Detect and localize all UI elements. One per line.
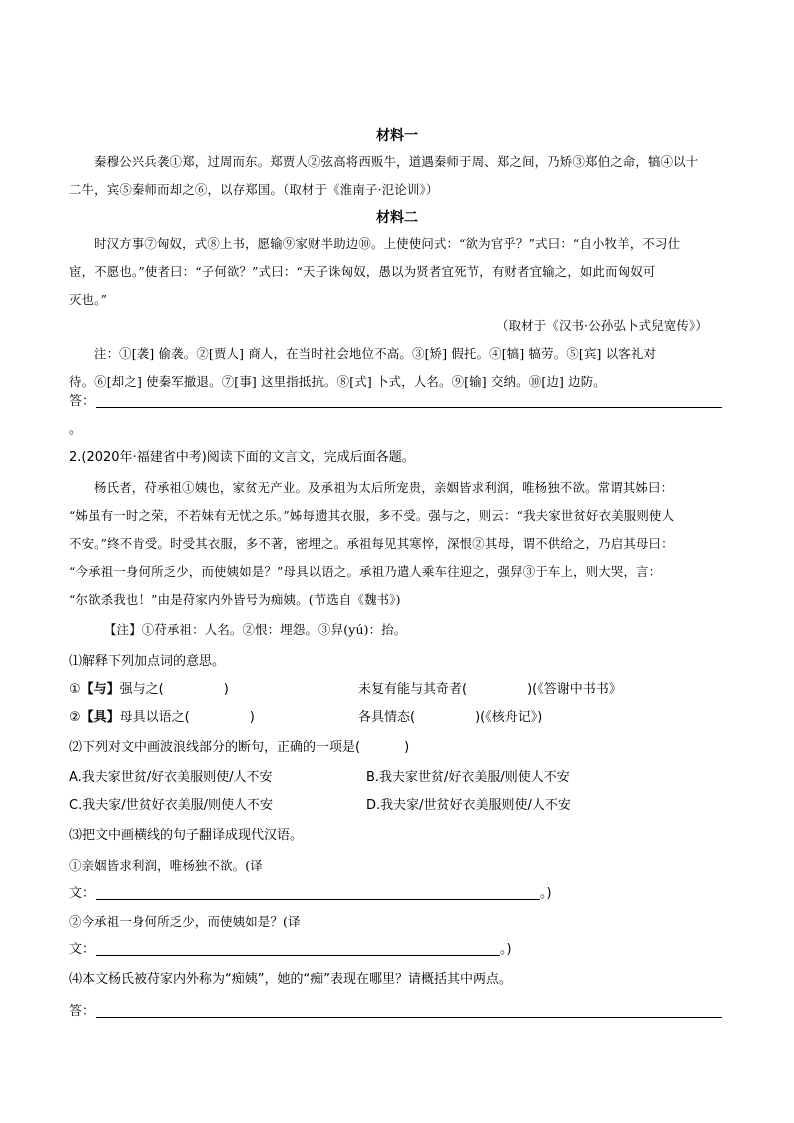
sub2-title — [69, 738, 409, 758]
sub3-sentence2: ②今承祖一身何所乏少，而使姨如是？(译 — [69, 914, 301, 929]
sub3-sentence1: ①亲姻皆求利润，唯杨独不欲。(译 — [69, 858, 263, 873]
material2-line2: 宦，不愿也。”使者曰：“子何欲？”式曰：“天子诛匈奴，愚以为贤者宜死节，有财者宜输之，如此而匈奴可 — [69, 264, 656, 279]
sub3-title: ⑶把文中画横线的句子翻译成现代汉语。 — [69, 828, 304, 843]
sub1-row1-num: ① — [69, 682, 81, 697]
sub1-row2-text: 母具以语之( — [119, 710, 190, 725]
sub1-row1-right — [358, 680, 622, 700]
option-c[interactable]: C.我夫家/世贫好衣美服/则使人不安 — [69, 798, 273, 813]
answer1-line[interactable] — [96, 407, 722, 408]
sub1-row1b-close: )(《答谢中书书》 — [527, 682, 622, 697]
sub4-title: ⑷本文杨氏被苻家内外称为“痴姨”，她的“痴”表现在哪里？请概括其中两点。 — [69, 972, 512, 987]
sub2-title-text: ⑵下列对文中画波浪线部分的断句，正确的一项是( — [69, 740, 361, 755]
sub3-answer2-label: 文： — [69, 942, 96, 957]
option-a[interactable]: A.我夫家世贫/好衣美服则使/人不安 — [69, 770, 273, 785]
material2-note-line2: 待。⑥[却之] 使秦军撤退。⑦[事] 这里指抵抗。⑧[式] 卜式，人名。⑨[输] 交纳。⑩[边] 边防。 — [69, 374, 606, 389]
answer4-label: 答： — [69, 1004, 96, 1019]
sub1-row2-left — [69, 708, 255, 728]
sub3-answer2-line[interactable] — [96, 955, 500, 956]
answer1-tail: 。 — [69, 422, 83, 437]
material1-line1: 秦穆公兴兵袭①郑，过周而东。郑贾人②弦高将西贩牛，道遇秦师于周、郑之间，乃矫③郑伯之命，犒④以十 — [94, 154, 699, 169]
q2-passage-line1: 杨氏者，苻承祖①姨也，家贫无产业。及承祖为太后所宠贵，亲姻皆求利润，唯杨独不欲。常谓其姊曰： — [94, 480, 674, 495]
sub1-row1-close: ) — [223, 682, 229, 697]
material2-title: 材料二 — [376, 210, 418, 226]
sub3-answer1-label: 文： — [69, 886, 96, 901]
q2-passage-line5: “尔欲杀我也！”由是苻家内外皆号为痴姨。(节选自《魏书》) — [69, 592, 401, 607]
answer4-line[interactable] — [96, 1017, 722, 1018]
q2-note: 【注】①苻承祖：人名。②恨：埋怨。③舁(yú)：抬。 — [104, 622, 407, 637]
sub1-row1b-text: 未复有能与其奇者( — [358, 682, 468, 697]
material2-note-line1: 注：①[袭] 偷袭。②[贾人] 商人，在当时社会地位不高。③[矫] 假托。④[犒] 犒劳。⑤[宾] 以客礼对 — [94, 346, 657, 361]
option-d[interactable]: D.我夫家/世贫好衣美服则使/人不安 — [366, 798, 571, 813]
material1-title: 材料一 — [376, 128, 418, 144]
option-b[interactable]: B.我夫家世贫/好衣美服/则使人不安 — [366, 770, 570, 785]
q2-heading: 2.(2020年·福建省中考)阅读下面的文言文，完成后面各题。 — [69, 450, 415, 465]
sub3-answer2-tail: 。) — [500, 942, 512, 957]
material2-line3: 灭也。” — [69, 292, 108, 307]
sub1-row1-left — [69, 680, 229, 700]
material2-line1: 时汉方事⑦匈奴，式⑧上书，愿输⑨家财半助边⑩。上使使问式：“欲为官乎？”式曰：“自小牧羊，不习仕 — [94, 236, 681, 251]
sub1-row1-word: 【与】 — [80, 682, 120, 697]
sub1-row1-text: 强与之( — [119, 682, 164, 697]
q2-passage-line2: “姊虽有一时之荣，不若妹有无忧之乐。”姊每遗其衣服，多不受。强与之，则云：“我夫家世贫好衣美服则使人 — [69, 508, 675, 523]
sub3-answer1-line[interactable] — [96, 899, 540, 900]
sub1-row2b-close: )(《核舟记》) — [475, 710, 543, 725]
material2-source: （取材于《汉书·公孙弘卜式兒宽传》） — [496, 318, 708, 333]
sub3-answer1-tail: 。) — [540, 886, 552, 901]
sub1-row2-word: 【具】 — [80, 710, 120, 725]
sub1-row2-right — [358, 708, 542, 728]
q2-passage-line3: 不安。”终不肯受。时受其衣服，多不著，密埋之。承祖每见其寒悴，深恨②其母，谓不供给之，乃启其母曰： — [69, 536, 674, 551]
q2-passage-line4: “今承祖一身何所乏少，而使姨如是？”母具以语之。承祖乃遣人乘车往迎之，强舁③于车上，则大哭，言： — [69, 564, 662, 579]
sub1-title: ⑴解释下列加点词的意思。 — [69, 654, 226, 669]
sub2-close: ) — [404, 740, 410, 755]
sub1-row2b-text: 各具情态( — [358, 710, 416, 725]
sub1-row2-close: ) — [249, 710, 255, 725]
sub1-row2-num: ② — [69, 710, 81, 725]
material1-line2: 二牛，宾⑤秦师而却之⑥，以存郑国。（取材于《淮南子·氾论训》） — [69, 182, 439, 197]
answer1-label: 答： — [69, 394, 96, 409]
